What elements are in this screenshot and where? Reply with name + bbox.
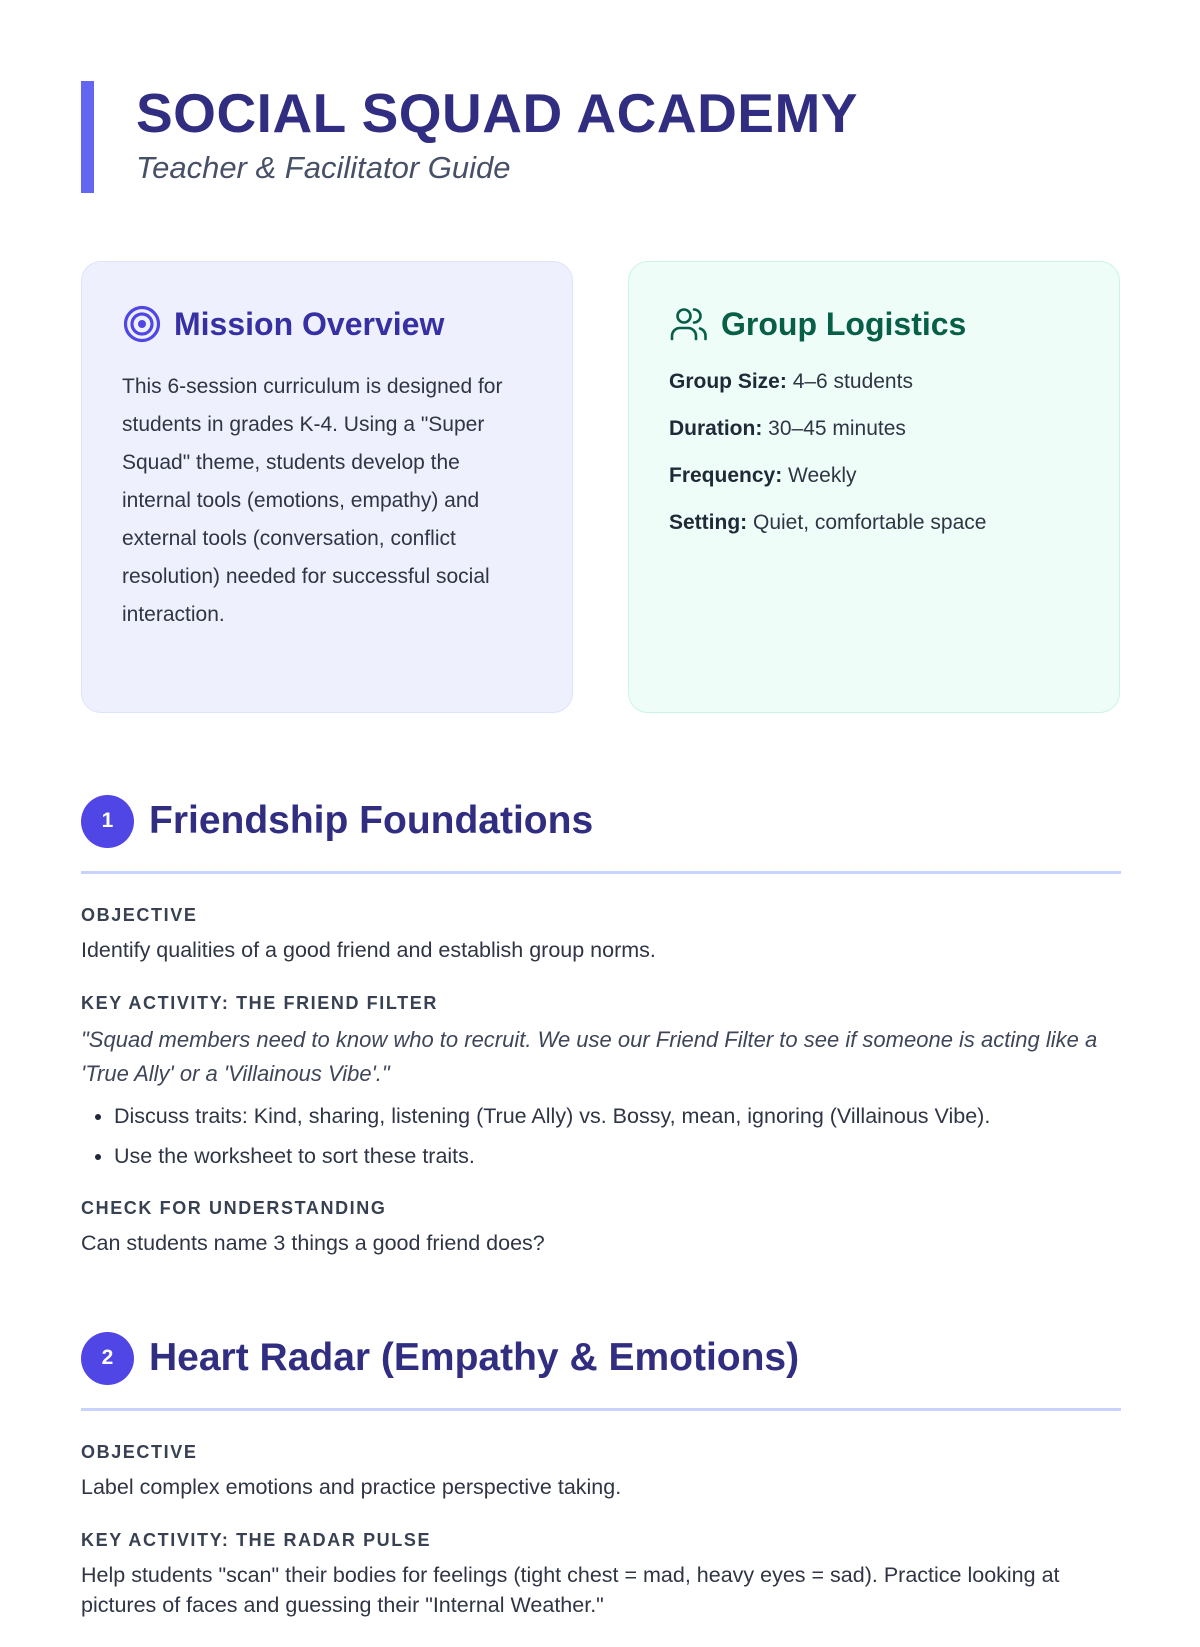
page-header xyxy=(81,81,858,193)
logistics-key: Frequency: xyxy=(669,464,783,487)
session-2 xyxy=(81,1328,1121,1647)
section-divider xyxy=(81,871,1121,874)
session-number-badge: 1 xyxy=(81,795,134,848)
activity-label: KEY ACTIVITY: THE RADAR PULSE xyxy=(81,1530,432,1550)
logistics-value: 4–6 students xyxy=(792,370,913,393)
activity-quote: "Squad members need to know who to recruit. We use our Friend Filter to see if someone is acting like a 'True Ally' or a 'Villainous Vibe'." xyxy=(81,1027,1098,1086)
objective-text: Label complex emotions and practice perspective taking. xyxy=(81,1475,622,1499)
logistics-card-title: Group Logistics xyxy=(721,306,967,342)
logistics-item-setting xyxy=(669,509,1079,537)
logistics-key: Group Size: xyxy=(669,370,787,393)
list-item: • Use the worksheet to sort these traits. xyxy=(114,1141,1121,1171)
logistics-value: Quiet, comfortable space xyxy=(753,511,987,534)
session-title: Friendship Foundations xyxy=(149,799,594,842)
mission-card-header xyxy=(122,304,532,344)
section-divider xyxy=(81,1408,1121,1411)
activity-bullets xyxy=(81,1101,1121,1171)
session-number-badge: 2 xyxy=(81,1332,134,1385)
check-label: CHECK FOR UNDERSTANDING xyxy=(81,1198,387,1218)
logistics-card-header xyxy=(669,304,1079,344)
activity-text: Help students "scan" their bodies for feelings (tight chest = mad, heavy eyes = sad). Practice looking at pictures of faces and guessing their "Internal Weather." xyxy=(81,1563,1060,1617)
activity-label: KEY ACTIVITY: THE FRIEND FILTER xyxy=(81,993,438,1013)
session-header xyxy=(81,791,1121,851)
session-header xyxy=(81,1328,1121,1388)
logistics-list xyxy=(669,368,1079,537)
session-title: Heart Radar (Empathy & Emotions) xyxy=(149,1336,800,1379)
logistics-value: 30–45 minutes xyxy=(768,417,906,440)
mission-card-title: Mission Overview xyxy=(174,306,445,342)
logistics-item-frequency xyxy=(669,462,1079,490)
logistics-value: Weekly xyxy=(788,464,857,487)
page-title: SOCIAL SQUAD ACADEMY xyxy=(136,82,858,144)
header-text xyxy=(94,81,858,193)
objective-label: OBJECTIVE xyxy=(81,905,198,925)
logistics-key: Duration: xyxy=(669,417,763,440)
logistics-item-group-size xyxy=(669,368,1079,396)
group-logistics-card xyxy=(628,261,1120,713)
logistics-item-duration xyxy=(669,415,1079,443)
logistics-key: Setting: xyxy=(669,511,748,534)
objective-text: Identify qualities of a good friend and establish group norms. xyxy=(81,938,656,962)
objective-label: OBJECTIVE xyxy=(81,1442,198,1462)
users-icon xyxy=(669,304,709,344)
mission-overview-card xyxy=(81,261,573,713)
session-1 xyxy=(81,791,1121,1285)
header-accent-bar xyxy=(81,81,94,193)
check-text: Can students name 3 things a good friend does? xyxy=(81,1231,545,1255)
page-subtitle: Teacher & Facilitator Guide xyxy=(136,150,511,185)
list-item: • Discuss traits: Kind, sharing, listening (True Ally) vs. Bossy, mean, ignoring (Villainous Vibe). xyxy=(114,1101,1121,1131)
mission-description: This 6-session curriculum is designed for students in grades K-4. Using a "Super Squad" theme, students develop the internal tools (emotions, empathy) and external tools (conversation, conflict resolution) needed for successful social interaction. xyxy=(122,375,503,626)
target-icon xyxy=(122,304,162,344)
